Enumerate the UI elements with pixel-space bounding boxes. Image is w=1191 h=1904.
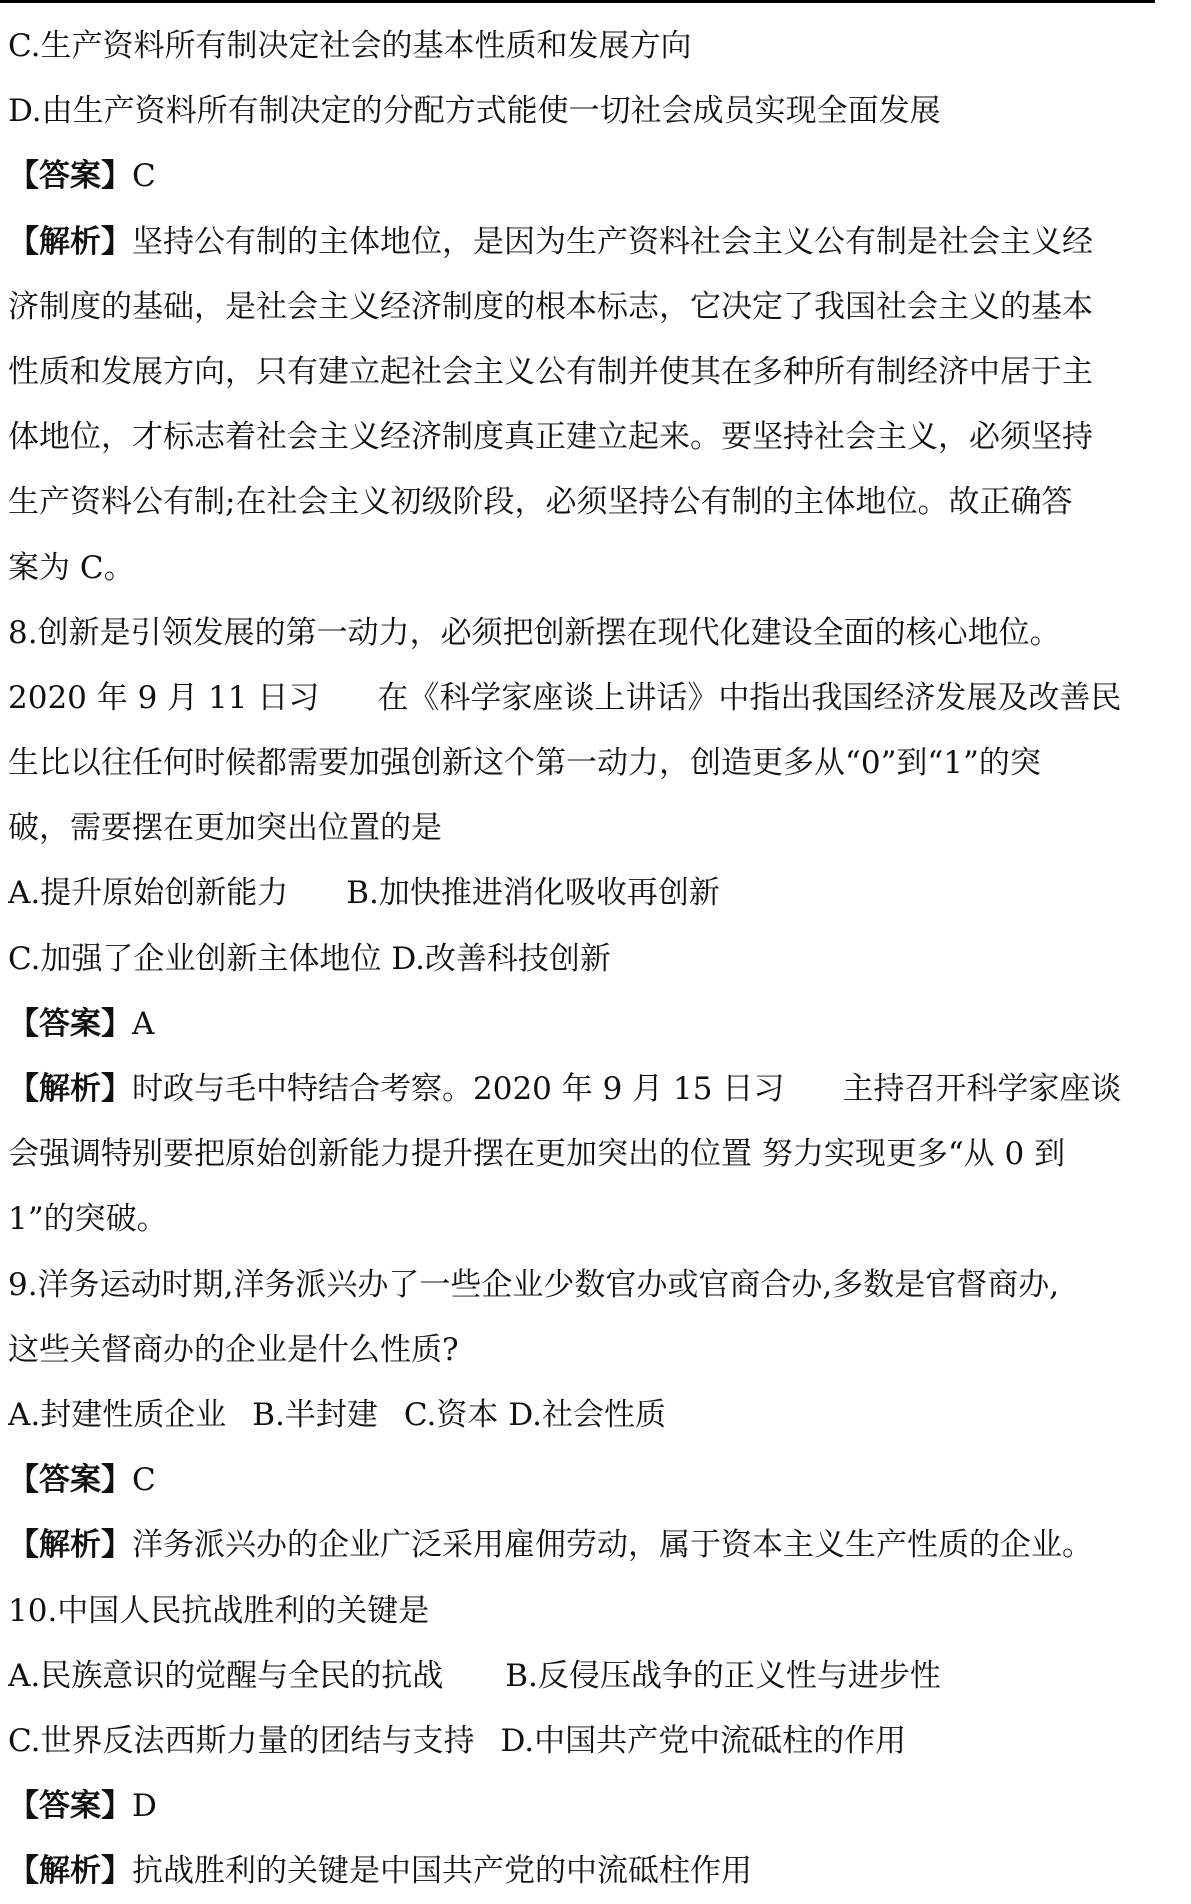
analysis-line: 性质和发展方向，只有建立起社会主义公有制并使其在多种所有制经济中居于主 (8, 353, 1093, 390)
analysis-line: 案为 C。 (8, 549, 135, 586)
analysis-line: 【解析】洋务派兴办的企业广泛采用雇佣劳动，属于资本主义生产性质的企业。 (8, 1527, 1093, 1564)
option-line: C.加强了企业创新主体地位 D.改善科技创新 (8, 940, 611, 977)
answer-value: C (132, 158, 156, 195)
answer-tag: 【答案】 (8, 1462, 132, 1499)
answer-line (8, 1448, 1158, 1513)
question-line: 10.中国人民抗战胜利的关键是 (8, 1592, 430, 1629)
answer-value: D (132, 1788, 157, 1825)
answer-line (8, 1774, 1158, 1839)
analysis-line: 1”的突破。 (8, 1201, 168, 1238)
analysis-line: 【解析】抗战胜利的关键是中国共产党的中流砥柱作用 (8, 1853, 752, 1890)
question-line: 生比以往任何时候都需要加强创新这个第一动力，创造更多从“0”到“1”的突 (8, 745, 1041, 782)
question-line: 这些关督商办的企业是什么性质? (8, 1331, 459, 1368)
option-line: C.世界反法西斯力量的团结与支持 D.中国共产党中流砥柱的作用 (8, 1722, 907, 1759)
answer-value: C (132, 1462, 156, 1499)
answer-tag: 【答案】 (8, 158, 132, 195)
analysis-line: 【解析】时政与毛中特结合考察。2020 年 9 月 15 日习 主持召开科学家座谈 (8, 1071, 1122, 1107)
document-body (8, 14, 1158, 1904)
analysis-line: 【解析】坚持公有制的主体地位，是因为生产资料社会主义公有制是社会主义经 (8, 223, 1093, 260)
option-line: A.民族意识的觉醒与全民的抗战 B.反侵压战争的正义性与进步性 (8, 1657, 941, 1694)
answer-tag: 【答案】 (8, 1788, 132, 1825)
question-line: 2020 年 9 月 11 日习 在《科学家座谈上讲话》中指出我国经济发展及改善民 (8, 679, 1122, 716)
question-line: 9.洋务运动时期,洋务派兴办了一些企业少数官办或官商合办,多数是官督商办, (8, 1266, 1060, 1303)
analysis-line: 会强调特别要把原始创新能力提升摆在更加突出的位置 努力实现更多“从 0 到 (8, 1136, 1066, 1173)
question-line: 8.创新是引领发展的第一动力，必须把创新摆在现代化建设全面的核心地位。 (8, 614, 1061, 651)
answer-line (8, 144, 1158, 209)
option-line: D.由生产资料所有制决定的分配方式能使一切社会成员实现全面发展 (8, 93, 941, 130)
analysis-tag: 【解析】 (8, 1071, 132, 1107)
option-line: A.提升原始创新能力 B.加快推进消化吸收再创新 (8, 875, 720, 912)
top-divider-rule (0, 0, 1155, 3)
answer-line (8, 992, 1158, 1057)
analysis-line: 济制度的基础，是社会主义经济制度的根本标志，它决定了我国社会主义的基本 (8, 288, 1093, 325)
analysis-tag: 【解析】 (8, 223, 132, 260)
analysis-tag: 【解析】 (8, 1527, 132, 1564)
analysis-line: 生产资料公有制;在社会主义初级阶段，必须坚持公有制的主体地位。故正确答 (8, 484, 1073, 521)
option-line: A.封建性质企业 B.半封建 C.资本 D.社会性质 (8, 1396, 666, 1433)
answer-tag: 【答案】 (8, 1005, 132, 1042)
option-line: C.生产资料所有制决定社会的基本性质和发展方向 (8, 28, 692, 64)
answer-value: A (132, 1005, 155, 1042)
analysis-tag: 【解析】 (8, 1853, 132, 1890)
analysis-line: 体地位，才标志着社会主义经济制度真正建立起来。要坚持社会主义，必须坚持 (8, 419, 1093, 456)
question-line: 破，需要摆在更加突出位置的是 (8, 810, 442, 847)
